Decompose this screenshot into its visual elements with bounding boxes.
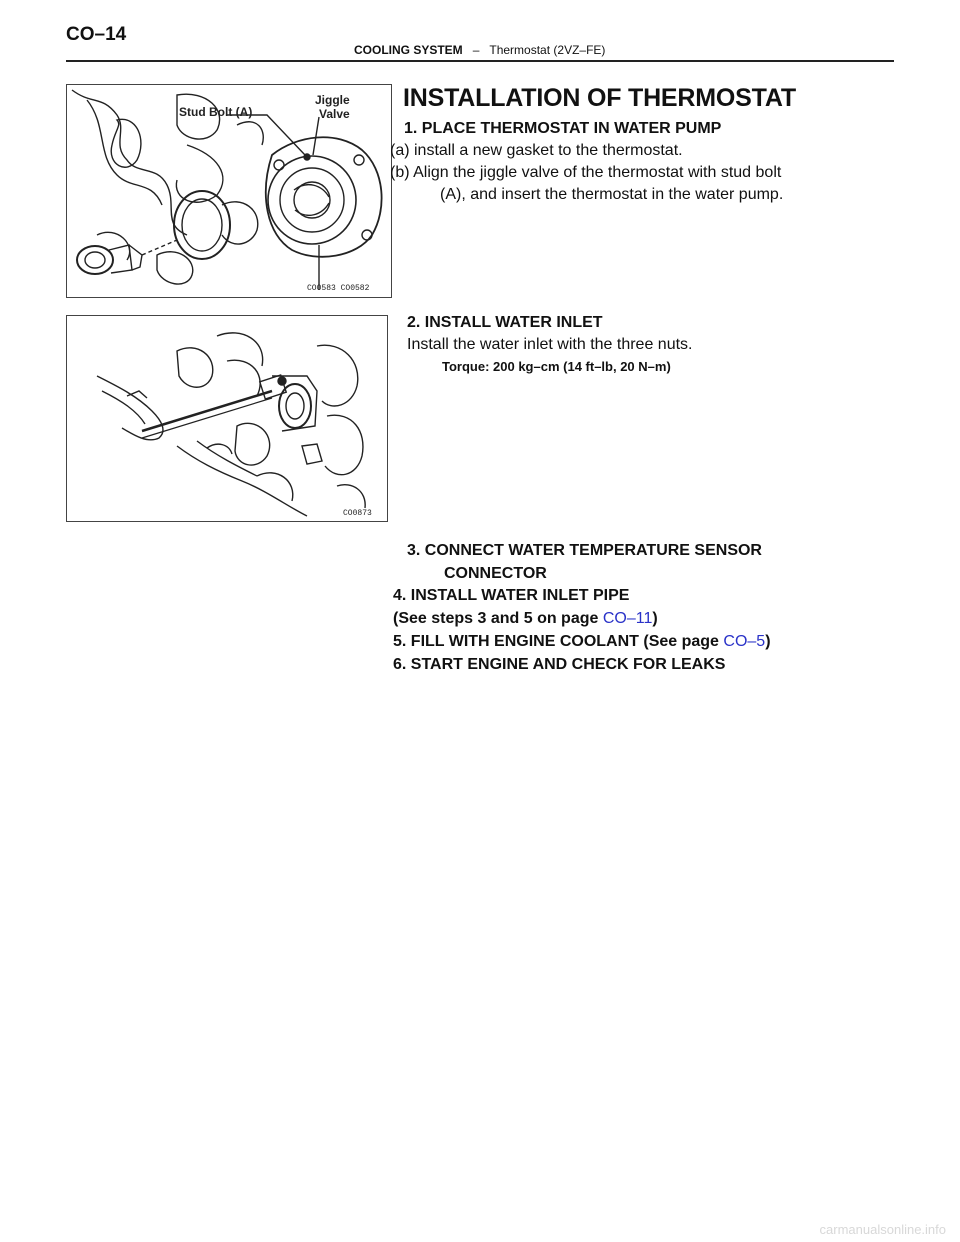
step-6: 6. START ENGINE AND CHECK FOR LEAKS	[393, 656, 726, 673]
step-2-torque: Torque: 200 kg–cm (14 ft–lb, 20 N–m)	[442, 359, 671, 374]
label-jiggle: Jiggle	[315, 93, 350, 107]
step-1: 1. PLACE THERMOSTAT IN WATER PUMP	[404, 120, 722, 137]
figure2-code: CO0873	[343, 509, 372, 518]
label-stud-bolt: Stud Bolt (A)	[179, 105, 253, 119]
figure-thermostat-water-pump	[66, 84, 392, 298]
header-topic: Thermostat (2VZ–FE)	[489, 43, 606, 57]
water-inlet-illustration	[67, 316, 387, 521]
step-4-reference	[393, 610, 658, 628]
link-co-5[interactable]: CO–5	[723, 633, 766, 650]
step-3-line2: CONNECTOR	[444, 565, 547, 582]
link-co-11[interactable]: CO–11	[602, 610, 653, 627]
step-5	[393, 633, 771, 651]
header-rule	[66, 60, 894, 62]
footer-watermark: carmanualsonline.info	[819, 1222, 946, 1237]
step-4-ref-suffix: )	[652, 610, 658, 627]
step-1a: (a) install a new gasket to the thermostat.	[390, 142, 683, 159]
label-valve: Valve	[319, 107, 350, 121]
step-3-line1: 3. CONNECT WATER TEMPERATURE SENSOR	[407, 542, 762, 559]
figure1-code: CO0583 CO0582	[307, 284, 370, 293]
header-section: COOLING SYSTEM	[354, 43, 463, 57]
figure-water-inlet	[66, 315, 388, 522]
step-5-suffix: )	[765, 633, 771, 650]
step-5-prefix: 5. FILL WITH ENGINE COOLANT (See page	[393, 633, 724, 650]
step-4: 4. INSTALL WATER INLET PIPE	[393, 587, 630, 604]
step-1b-line2: (A), and insert the thermostat in the water pump.	[440, 186, 784, 203]
header-title	[354, 43, 605, 57]
step-2: 2. INSTALL WATER INLET	[407, 314, 603, 331]
step-4-ref-prefix: (See steps 3 and 5 on page	[393, 610, 603, 627]
step-2-text: Install the water inlet with the three nuts.	[407, 336, 693, 353]
page-number: CO–14	[66, 24, 127, 45]
header-separator: –	[472, 43, 480, 57]
step-1b-line1: (b) Align the jiggle valve of the thermostat with stud bolt	[390, 164, 782, 181]
page-title: INSTALLATION OF THERMOSTAT	[403, 84, 796, 112]
